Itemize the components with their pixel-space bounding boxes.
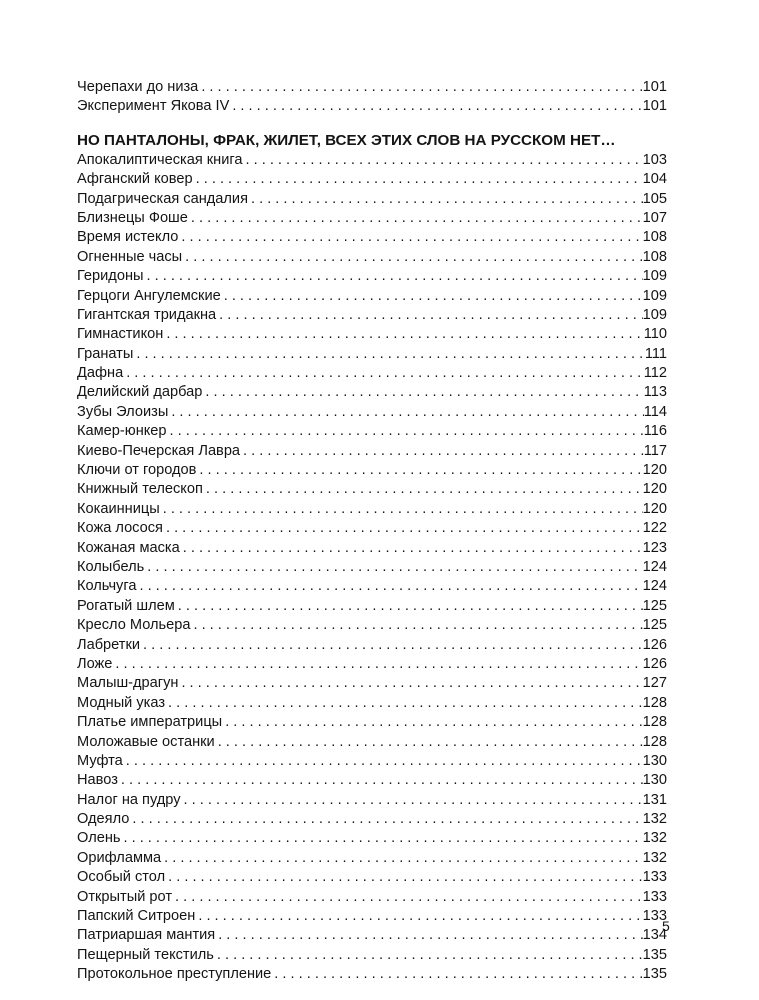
toc-entry-page: 131 — [642, 791, 667, 808]
toc-entry-page: 128 — [642, 733, 667, 750]
dot-leader — [274, 965, 642, 984]
toc-entry — [77, 170, 667, 189]
toc-entry-title: Ключи от городов — [77, 462, 197, 479]
toc-entry-page: 132 — [642, 811, 667, 828]
toc-entry — [77, 926, 667, 945]
toc-entry-title: Гимнастикон — [77, 326, 164, 343]
toc-entry — [77, 306, 667, 325]
toc-entry — [77, 597, 667, 616]
toc-entry — [77, 752, 667, 771]
toc-entry-title: Пещерный текстиль — [77, 946, 214, 963]
dot-leader — [196, 170, 643, 189]
toc-entry — [77, 267, 667, 286]
toc-entry — [77, 694, 667, 713]
toc-entry-page: 101 — [642, 98, 667, 115]
toc-entry-page: 125 — [642, 617, 667, 634]
dot-leader — [136, 345, 644, 364]
toc-entry-page: 126 — [642, 636, 667, 653]
toc-entry — [77, 674, 667, 693]
toc-entry-title: Особый стол — [77, 869, 166, 886]
toc-entry — [77, 519, 667, 538]
toc-entry-page: 123 — [642, 539, 667, 556]
dot-leader — [170, 422, 644, 441]
dot-leader — [166, 519, 643, 538]
toc-entry — [77, 228, 667, 247]
toc-entry-page: 122 — [642, 520, 667, 537]
toc-entry-title: Папский Ситроен — [77, 908, 196, 925]
toc-entry — [77, 713, 667, 732]
toc-entry — [77, 364, 667, 383]
toc-entry-title: Моложавые останки — [77, 733, 215, 750]
toc-entry-page: 107 — [642, 209, 667, 226]
toc-entry-title: Черепахи до низа — [77, 79, 199, 95]
toc-entry-title: Подагрическая сандалия — [77, 190, 248, 207]
toc-entry-page: 103 — [642, 151, 667, 168]
section-heading: НО ПАНТАЛОНЫ, ФРАК, ЖИЛЕТ, ВСЕХ ЭТИХ СЛОВ НА РУССКОМ НЕТ… — [77, 131, 616, 149]
toc-entry — [77, 733, 667, 752]
dot-leader — [218, 733, 643, 752]
toc-entry-title: Киево-Печерская Лавра — [77, 442, 241, 459]
toc-entry — [77, 636, 667, 655]
dot-leader — [132, 810, 642, 829]
toc-entry — [77, 325, 667, 344]
toc-entry — [77, 345, 667, 364]
toc-entry — [77, 849, 667, 868]
toc-entry-page: 109 — [642, 268, 667, 285]
toc-entry-page: 120 — [642, 481, 667, 498]
toc-entry-title: Колыбель — [77, 558, 145, 575]
toc-entry-title: Гранаты — [77, 345, 134, 362]
toc-entry-page: 128 — [642, 714, 667, 731]
toc-entry — [77, 868, 667, 887]
toc-entry-title: Одеяло — [77, 811, 130, 828]
dot-leader — [246, 151, 643, 170]
toc-entry-title: Время истекло — [77, 229, 179, 246]
toc-entry-page: 111 — [644, 345, 667, 362]
toc-entry-page: 124 — [642, 578, 667, 595]
dot-leader — [232, 97, 642, 116]
toc-entry — [77, 965, 667, 984]
toc-entry-title: Рогатый шлем — [77, 597, 175, 614]
toc-entry-title: Патриаршая мантия — [77, 927, 216, 944]
dot-leader — [243, 442, 644, 461]
dot-leader — [198, 907, 642, 926]
toc-entry — [77, 810, 667, 829]
toc-entry-title: Платье императрицы — [77, 714, 223, 731]
toc-entry — [77, 209, 667, 228]
dot-leader — [143, 636, 643, 655]
dot-leader — [178, 597, 643, 616]
dot-leader — [206, 480, 643, 499]
toc-section-entries — [77, 151, 667, 985]
toc-entry-title: Лабретки — [77, 636, 141, 653]
toc-entry-title: Протокольное преступление — [77, 966, 272, 983]
dot-leader — [175, 888, 643, 907]
dot-leader — [181, 674, 642, 693]
dot-leader — [224, 287, 643, 306]
toc-entry-page: 110 — [643, 326, 667, 343]
toc-entry-title: Открытый рот — [77, 888, 173, 905]
toc-entry-page: 135 — [642, 946, 667, 963]
toc-entry-page: 133 — [642, 869, 667, 886]
toc-entry-page: 117 — [643, 442, 667, 459]
toc-entry-title: Дафна — [77, 365, 124, 382]
toc-entry-title: Гигантская тридакна — [77, 306, 217, 323]
toc-entry-page: 132 — [642, 849, 667, 866]
dot-leader — [217, 946, 643, 965]
toc-entry — [77, 771, 667, 790]
dot-leader — [139, 577, 642, 596]
dot-leader — [191, 209, 643, 228]
toc-entry-page: 127 — [642, 675, 667, 692]
toc-entry-page: 133 — [642, 908, 667, 925]
toc-entry-title: Геридоны — [77, 268, 144, 285]
toc-entry-page: 120 — [642, 462, 667, 479]
toc-entry-title: Герцоги Ангулемские — [77, 287, 221, 304]
toc-entry-title: Малыш-драгун — [77, 675, 179, 692]
dot-leader — [181, 228, 642, 247]
toc-entry-title: Камер-юнкер — [77, 423, 167, 440]
dot-leader — [168, 694, 643, 713]
toc-entry-page: 108 — [642, 248, 667, 265]
toc-entry-page: 132 — [642, 830, 667, 847]
toc-entry — [77, 577, 667, 596]
toc-entry-title: Делийский дарбар — [77, 384, 203, 401]
dot-leader — [147, 267, 643, 286]
toc-entry-title: Орифламма — [77, 849, 162, 866]
toc-entry-title: Зубы Элоизы — [77, 403, 169, 420]
dot-leader — [219, 306, 642, 325]
toc-entry — [77, 287, 667, 306]
toc-entry-page: 128 — [642, 694, 667, 711]
toc-entry — [77, 78, 667, 97]
dot-leader — [183, 539, 643, 558]
toc-entry — [77, 248, 667, 267]
toc-entry-page: 112 — [643, 365, 667, 382]
toc-entry-page: 125 — [642, 597, 667, 614]
toc-entry-title: Огненные часы — [77, 248, 183, 265]
toc-entry — [77, 791, 667, 810]
dot-leader — [201, 78, 642, 97]
toc-entry — [77, 151, 667, 170]
dot-leader — [147, 558, 642, 577]
toc-entry — [77, 461, 667, 480]
toc-entry — [77, 655, 667, 674]
toc-entry-title: Олень — [77, 830, 121, 847]
dot-leader — [126, 364, 644, 383]
dot-leader — [126, 752, 643, 771]
toc-entry-title: Близнецы Фоше — [77, 209, 188, 226]
toc-entry-title: Ложе — [77, 655, 113, 672]
toc-entry-title: Книжный телескоп — [77, 481, 203, 498]
dot-leader — [121, 771, 643, 790]
dot-leader — [205, 383, 643, 402]
toc-entry-page: 114 — [643, 403, 667, 420]
toc-entry-page: 109 — [642, 287, 667, 304]
toc-top-entries — [77, 78, 667, 117]
toc-entry-title: Кокаинницы — [77, 500, 160, 517]
toc-entry-title: Апокалиптическая книга — [77, 151, 243, 168]
dot-leader — [185, 248, 643, 267]
dot-leader — [115, 655, 642, 674]
dot-leader — [218, 926, 642, 945]
dot-leader — [123, 829, 642, 848]
dot-leader — [163, 500, 643, 519]
toc-entry — [77, 616, 667, 635]
toc-entry — [77, 383, 667, 402]
toc-entry-title: Кожаная маска — [77, 539, 180, 556]
toc-entry-page: 105 — [642, 190, 667, 207]
toc-entry-page: 130 — [642, 772, 667, 789]
toc-entry-page: 116 — [643, 423, 667, 440]
toc-entry — [77, 888, 667, 907]
toc-entry-title: Кожа лосося — [77, 520, 163, 537]
dot-leader — [251, 190, 643, 209]
dot-leader — [199, 461, 642, 480]
dot-leader — [164, 849, 643, 868]
toc-entry-page: 109 — [642, 306, 667, 323]
toc-entry-title: Налог на пудру — [77, 791, 181, 808]
dot-leader — [184, 791, 643, 810]
toc-entry-page: 124 — [642, 558, 667, 575]
toc-entry-page: 126 — [642, 655, 667, 672]
dot-leader — [166, 325, 643, 344]
toc-entry-page: 113 — [643, 384, 667, 401]
toc-entry-page: 135 — [642, 966, 667, 983]
toc-entry-page: 134 — [642, 927, 667, 944]
toc-entry — [77, 558, 667, 577]
toc-entry-page: 133 — [642, 888, 667, 905]
page-number: 5 — [662, 918, 670, 934]
table-of-contents — [77, 78, 667, 985]
dot-leader — [168, 868, 643, 887]
toc-entry — [77, 480, 667, 499]
toc-entry — [77, 539, 667, 558]
toc-entry-title: Кольчуга — [77, 578, 137, 595]
toc-entry — [77, 403, 667, 422]
toc-entry-title: Муфта — [77, 752, 123, 769]
dot-leader — [225, 713, 642, 732]
toc-entry — [77, 500, 667, 519]
toc-entry-title: Навоз — [77, 772, 118, 789]
toc-entry-title: Афганский ковер — [77, 171, 193, 188]
toc-entry — [77, 190, 667, 209]
toc-entry — [77, 422, 667, 441]
toc-entry-page: 130 — [642, 752, 667, 769]
toc-entry-title: Кресло Мольера — [77, 617, 191, 634]
toc-entry-title: Модный указ — [77, 694, 166, 711]
toc-entry-page: 101 — [642, 79, 667, 95]
toc-entry — [77, 907, 667, 926]
toc-entry-page: 104 — [642, 171, 667, 188]
toc-entry-page: 120 — [642, 500, 667, 517]
toc-entry — [77, 946, 667, 965]
toc-entry — [77, 829, 667, 848]
toc-entry-title: Эксперимент Якова IV — [77, 98, 230, 115]
toc-entry-page: 108 — [642, 229, 667, 246]
toc-entry — [77, 97, 667, 116]
toc-entry — [77, 442, 667, 461]
dot-leader — [193, 616, 642, 635]
dot-leader — [171, 403, 643, 422]
